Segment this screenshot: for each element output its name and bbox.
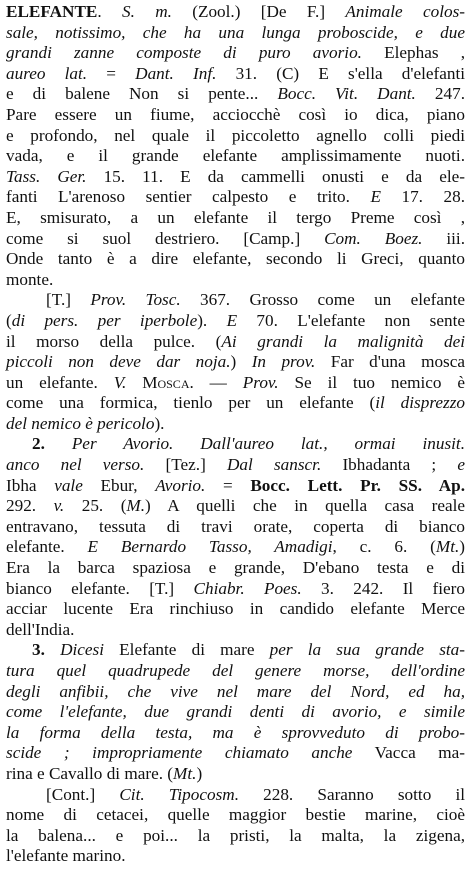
entry-line bbox=[6, 167, 465, 188]
text-segment bbox=[45, 640, 60, 659]
text-segment: il disprezzo bbox=[375, 393, 465, 413]
entry-line bbox=[6, 84, 465, 105]
text-segment: = bbox=[87, 63, 136, 83]
text-segment: . bbox=[97, 2, 122, 21]
text-segment: Mt. bbox=[173, 763, 197, 783]
entry-line bbox=[6, 414, 465, 435]
entry-line bbox=[6, 620, 465, 641]
text-segment: Far d'una mosca bbox=[315, 352, 466, 372]
entry-line bbox=[6, 187, 465, 208]
text-segment: un elefante. bbox=[6, 372, 114, 392]
text-segment: e bbox=[457, 455, 465, 475]
entry-line bbox=[6, 126, 465, 147]
text-segment: ELEFANTE bbox=[6, 2, 98, 21]
text-segment: Vacca ma- bbox=[352, 743, 465, 763]
text-segment: 31. (C) E s'ella d'elefanti bbox=[216, 63, 466, 83]
text-segment: [T.] bbox=[46, 290, 91, 310]
text-segment: Prov. bbox=[242, 372, 279, 392]
entry-line bbox=[6, 476, 465, 497]
text-segment: e di balene Non si pente... bbox=[6, 84, 278, 104]
text-segment: E Bernardo Tasso, Amadigi bbox=[87, 537, 333, 557]
entry-line bbox=[6, 846, 465, 867]
text-segment: ) bbox=[230, 352, 252, 372]
text-segment: Dant. Inf. bbox=[135, 63, 217, 83]
text-segment: 2. bbox=[32, 434, 45, 454]
text-segment: 292. bbox=[6, 496, 54, 516]
text-segment: la balena... e poi... la pristi, la malta, la zigena, bbox=[6, 825, 465, 845]
entry-line bbox=[6, 393, 465, 414]
text-segment: Com. Boez. bbox=[324, 228, 423, 248]
text-segment: Cit. Tipocosm. bbox=[119, 784, 239, 804]
text-segment: E, smisurato, a un elefante il tergo Preme così , bbox=[6, 207, 465, 227]
text-segment: Tass. Ger. bbox=[6, 166, 87, 186]
text-segment: dell'India. bbox=[6, 619, 75, 639]
text-segment: vale bbox=[54, 475, 83, 495]
text-segment: bianco elefante. [T.] bbox=[6, 578, 194, 598]
text-segment: 228. Saranno sotto il bbox=[239, 784, 465, 804]
entry-line bbox=[6, 743, 465, 764]
text-segment: Se il tuo nemico è bbox=[278, 372, 466, 392]
text-segment: Ebur, bbox=[82, 475, 156, 495]
text-segment: nome di cetacei, quelle maggior bestie marine, cioè bbox=[6, 805, 465, 825]
entry-line bbox=[6, 599, 465, 620]
entry-line bbox=[6, 229, 465, 250]
text-segment: ). bbox=[154, 413, 165, 433]
text-segment: Dal sanscr. bbox=[227, 455, 322, 475]
text-segment: ) bbox=[459, 537, 465, 557]
text-segment: come una formica, tienlo per un elefante ( bbox=[6, 393, 376, 413]
text-segment: aureo lat. bbox=[6, 63, 88, 83]
text-segment: Bocc. Vit. Dant. bbox=[277, 84, 416, 104]
text-segment: Ibha bbox=[6, 475, 55, 495]
entry-line bbox=[6, 332, 465, 353]
entry-line bbox=[6, 43, 465, 64]
entry-line bbox=[6, 455, 465, 476]
text-segment: E bbox=[370, 187, 381, 207]
entry-line bbox=[6, 702, 465, 723]
text-segment: tura quel quadrupede del genere morse, dell'ordine bbox=[6, 661, 465, 680]
text-segment: Onde tanto è a dire elefante, secondo li Greci, quanto bbox=[6, 249, 465, 269]
entry-line bbox=[6, 352, 465, 373]
text-segment: . — bbox=[189, 372, 243, 392]
text-segment: grandi zanne composte di puro avorio. bbox=[6, 43, 362, 63]
entry-line bbox=[6, 517, 465, 538]
text-segment: In prov. bbox=[251, 352, 316, 372]
text-segment: entravano, tessuta di travi orate, coperta di bianco bbox=[6, 516, 465, 536]
text-segment: 17. 28. bbox=[380, 187, 465, 207]
text-segment: elefante. bbox=[6, 537, 88, 557]
text-segment: come l'elefante, due grandi denti di avorio, e simile bbox=[6, 702, 465, 722]
entry-line bbox=[6, 146, 465, 167]
text-segment: [Tez.] bbox=[144, 455, 227, 475]
entry-line bbox=[6, 682, 465, 703]
text-segment: il morso della pulce. ( bbox=[6, 331, 222, 351]
entry-line bbox=[6, 373, 465, 394]
text-segment: degli anfibii, che vive nel mare del Nord, ed ha, bbox=[6, 681, 465, 701]
entry-line bbox=[6, 826, 465, 847]
text-segment: ( bbox=[6, 310, 12, 330]
text-segment: Elephas , bbox=[361, 43, 465, 63]
text-segment: Era la barca spaziosa e grande, D'ebano testa e di bbox=[6, 558, 465, 578]
entry-line bbox=[6, 764, 465, 785]
entry-line bbox=[6, 434, 465, 455]
text-segment: anco nel verso. bbox=[6, 455, 145, 475]
entry-line bbox=[6, 661, 465, 682]
text-segment: piccoli non deve dar noja. bbox=[6, 352, 231, 372]
text-segment: M. bbox=[126, 496, 146, 516]
text-segment: Per Avorio. Dall'aureo lat., ormai inusit. bbox=[71, 434, 465, 454]
text-segment: = bbox=[205, 475, 251, 495]
text-segment: ) bbox=[196, 763, 203, 783]
text-segment: scide ; impropriamente chiamato anche bbox=[6, 743, 353, 763]
text-segment: Animale colos- bbox=[345, 2, 465, 21]
text-segment bbox=[126, 373, 142, 392]
text-segment: 25. ( bbox=[64, 496, 127, 516]
entry-line bbox=[6, 785, 465, 806]
entry-line bbox=[6, 496, 465, 517]
text-segment: 3. 242. Il fiero bbox=[301, 578, 465, 598]
text-segment: vada, e il grande elefante amplissimamente nuoti. bbox=[6, 146, 465, 166]
text-segment: Chiabr. Poes. bbox=[193, 578, 302, 598]
entry-line bbox=[6, 249, 465, 270]
text-segment: l'elefante marino. bbox=[6, 846, 126, 866]
text-segment: Ai grandi la malignità dei bbox=[221, 331, 465, 351]
entry-line bbox=[6, 805, 465, 826]
text-segment: per la sua grande sta- bbox=[269, 640, 465, 660]
text-segment: Ibhadanta ; bbox=[321, 455, 458, 475]
text-segment: Mt. bbox=[435, 537, 460, 557]
text-segment: sale, notissimo, che ha una lunga proboscide, e due bbox=[6, 22, 465, 42]
text-segment: ) A quelli che in quella casa reale bbox=[145, 496, 466, 516]
entry-line bbox=[6, 558, 465, 579]
text-segment bbox=[45, 434, 72, 453]
text-segment: monte. bbox=[6, 269, 54, 289]
text-segment: 3. bbox=[32, 640, 45, 660]
entry-line bbox=[6, 579, 465, 600]
text-segment: [Cont.] bbox=[46, 784, 120, 804]
text-segment: 367. Grosso come un elefante bbox=[180, 290, 466, 310]
text-segment: ). bbox=[197, 310, 227, 330]
entry-line bbox=[6, 105, 465, 126]
entry-line bbox=[6, 640, 465, 661]
text-segment: come si suol destriero. [Camp.] bbox=[6, 228, 325, 248]
text-segment: 247. bbox=[415, 84, 465, 104]
text-segment: rina e Cavallo di mare. ( bbox=[6, 763, 174, 783]
text-segment: 70. L'elefante non sente bbox=[237, 310, 465, 330]
text-segment: V. bbox=[113, 372, 127, 392]
entry-line bbox=[6, 723, 465, 744]
text-segment: fanti L'arenoso sentier calpesto e trito. bbox=[6, 187, 371, 207]
text-segment: S. m. bbox=[122, 2, 172, 21]
entry-line bbox=[6, 270, 465, 291]
text-segment: la forma della testa, ma è sprovveduto di probo- bbox=[6, 722, 465, 742]
text-segment: v. bbox=[53, 496, 65, 516]
text-segment: Elefante di mare bbox=[104, 640, 270, 660]
entry-line bbox=[6, 290, 465, 311]
text-segment: Pare essere un fiume, acciocchè così io dica, piano bbox=[6, 104, 465, 124]
text-segment: Mosca bbox=[142, 372, 190, 392]
text-segment: del nemico è pericolo bbox=[6, 413, 155, 433]
text-segment: iii. bbox=[422, 228, 465, 248]
text-segment: (Zool.) [De F.] bbox=[171, 2, 346, 21]
text-segment: acciar lucente Era rinchiuso in candido elefante Merce bbox=[6, 599, 465, 619]
text-segment: E bbox=[226, 310, 238, 330]
entry-line bbox=[6, 311, 465, 332]
text-segment: di pers. per iperbole bbox=[11, 310, 198, 330]
entry-line bbox=[6, 23, 465, 44]
text-segment: Prov. Tosc. bbox=[90, 290, 181, 310]
text-segment: Bocc. Lett. Pr. SS. Ap. bbox=[250, 475, 465, 495]
entry-line bbox=[6, 2, 465, 23]
text-segment: , c. 6. ( bbox=[332, 537, 436, 557]
entry-line bbox=[6, 64, 465, 85]
text-segment: Dicesi bbox=[60, 640, 104, 660]
text-segment: 15. 11. E da cammelli onusti e da ele- bbox=[86, 166, 465, 186]
text-segment: e profondo, nel quale il piccoletto agnello colli piedi bbox=[6, 125, 465, 145]
entry-line bbox=[6, 537, 465, 558]
entry-line bbox=[6, 208, 465, 229]
text-segment: Avorio. bbox=[155, 475, 206, 495]
